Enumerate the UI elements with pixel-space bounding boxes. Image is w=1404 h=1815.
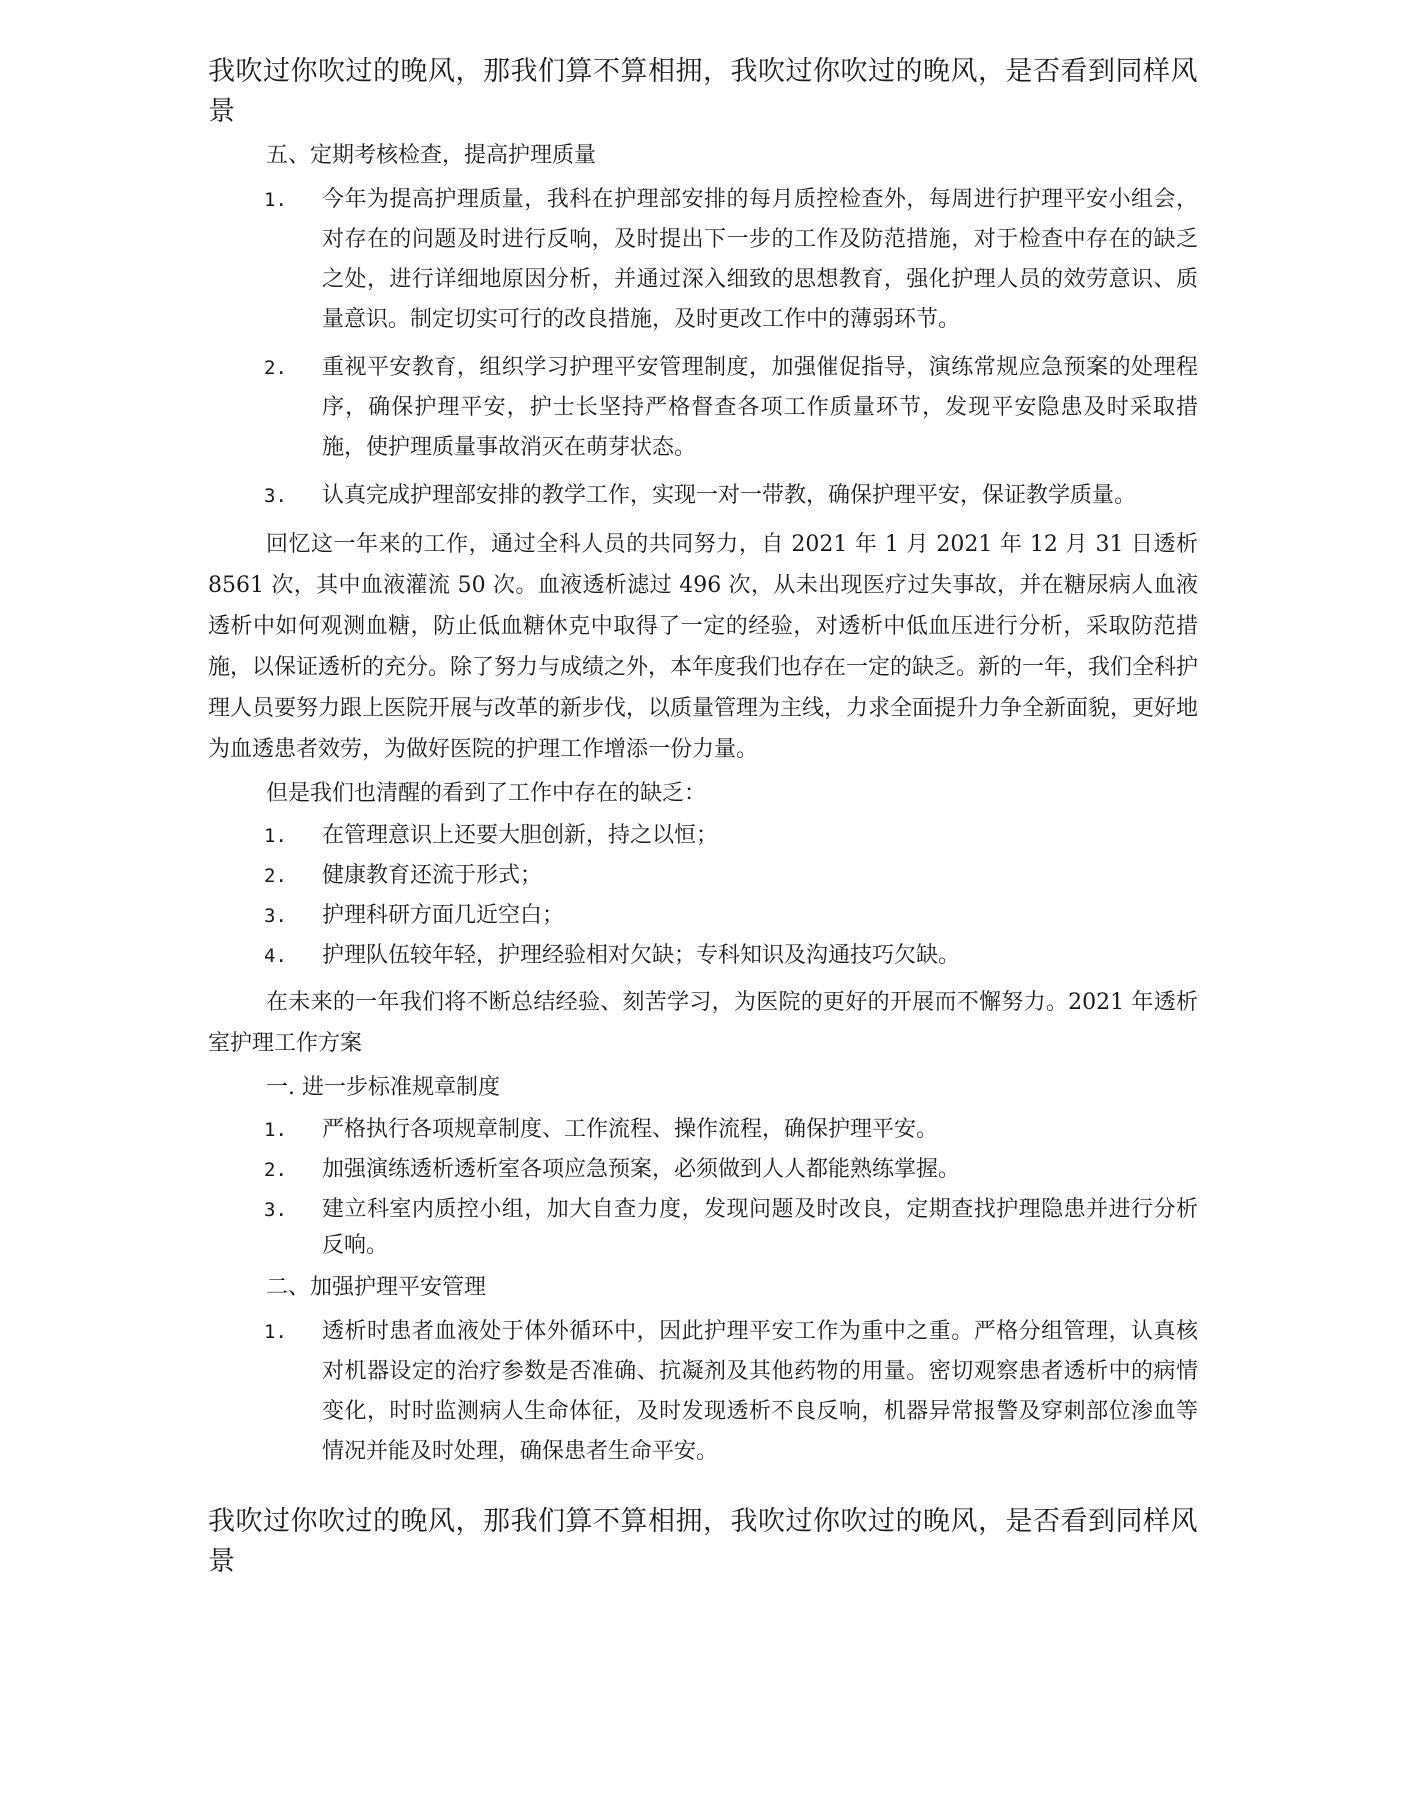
section-one-list bbox=[208, 1112, 1198, 1264]
section-five-list bbox=[208, 180, 1198, 516]
list-item bbox=[208, 180, 1198, 340]
shortcomings-list bbox=[208, 818, 1198, 974]
list-text: 加强演练透析透析室各项应急预案，必须做到人人都能熟练掌握。 bbox=[322, 1157, 961, 1182]
list-number: 3. bbox=[264, 905, 287, 927]
section-two-heading: 二、加强护理平安管理 bbox=[266, 1275, 487, 1300]
footer-banner: 我吹过你吹过的晚风，那我们算不算相拥，我吹过你吹过的晚风，是否看到同样风景 bbox=[208, 1506, 1198, 1577]
list-number: 1. bbox=[264, 1119, 287, 1141]
list-item bbox=[208, 476, 1198, 516]
list-number: 1. bbox=[264, 825, 287, 847]
list-text: 今年为提高护理质量，我科在护理部安排的每月质控检查外，每周进行护理平安小组会，对存在的问题及时进行反响，及时提出下一步的工作及防范措施，对于检查中存在的缺乏之处，进行详细地原因分析，并通过深入细致的思想教育，强化护理人员的效劳意识、质量意识。制定切实可行的改良措施，及时更改工作中的薄弱环节。 bbox=[322, 187, 1198, 332]
list-text: 在管理意识上还要大胆创新，持之以恒； bbox=[322, 823, 719, 848]
list-item bbox=[208, 1112, 1198, 1148]
list-text: 建立科室内质控小组，加大自查力度，发现问题及时改良，定期查找护理隐患并进行分析反响。 bbox=[322, 1197, 1198, 1258]
list-item bbox=[208, 1152, 1198, 1188]
list-number: 1. bbox=[264, 1321, 287, 1343]
section-one-heading: 一. 进一步标准规章制度 bbox=[266, 1075, 500, 1100]
list-number: 2. bbox=[264, 357, 287, 379]
section-two-list bbox=[208, 1312, 1198, 1472]
header-banner: 我吹过你吹过的晚风，那我们算不算相拥，我吹过你吹过的晚风，是否看到同样风景 bbox=[208, 56, 1198, 127]
list-item bbox=[208, 348, 1198, 468]
future-paragraph: 在未来的一年我们将不断总结经验、刻苦学习，为医院的更好的开展而不懈努力。2021 年透析室护理工作方案 bbox=[208, 990, 1198, 1056]
section-five-heading: 五、定期考核检查，提高护理质量 bbox=[266, 143, 597, 168]
list-text: 护理队伍较年轻，护理经验相对欠缺；专科知识及沟通技巧欠缺。 bbox=[322, 943, 961, 968]
list-item bbox=[208, 1192, 1198, 1264]
list-item bbox=[208, 818, 1198, 854]
list-text: 严格执行各项规章制度、工作流程、操作流程，确保护理平安。 bbox=[322, 1117, 939, 1142]
list-item bbox=[208, 1312, 1198, 1472]
list-text: 认真完成护理部安排的教学工作，实现一对一带教，确保护理平安，保证教学质量。 bbox=[322, 483, 1137, 508]
list-number: 2. bbox=[264, 865, 287, 887]
list-number: 2. bbox=[264, 1159, 287, 1181]
document-body bbox=[208, 52, 1198, 1582]
list-number: 3. bbox=[264, 1199, 287, 1221]
review-paragraph: 回忆这一年来的工作，通过全科人员的共同努力，自 2021 年 1 月 2021 年 12 月 31 日透析 8561 次，其中血液灌流 50 次。血液透析滤过 496 次，从未出现医疗过失事故，并在糖尿病人血液透析中如何观测血糖，防止低血糖休克中取得了一定的经验，对透析中低血压进行分析，采取防范措施，以保证透析的充分。除了努力与成绩之外，本年度我们也存在一定的缺乏。新的一年，我们全科护理人员要努力跟上医院开展与改革的新步伐，以质量管理为主线，力求全面提升力争全新面貌，更好地为血透患者效劳，为做好医院的护理工作增添一份力量。 bbox=[208, 532, 1199, 762]
list-item bbox=[208, 858, 1198, 894]
list-text: 重视平安教育，组织学习护理平安管理制度，加强催促指导，演练常规应急预案的处理程序，确保护理平安，护士长坚持严格督查各项工作质量环节，发现平安隐患及时采取措施，使护理质量事故消灭在萌芽状态。 bbox=[322, 355, 1198, 460]
list-number: 1. bbox=[264, 189, 287, 211]
list-number: 3. bbox=[264, 485, 287, 507]
list-text: 护理科研方面几近空白； bbox=[322, 903, 565, 928]
section-gap bbox=[208, 1480, 1198, 1502]
list-text: 透析时患者血液处于体外循环中，因此护理平安工作为重中之重。严格分组管理，认真核对机器设定的治疗参数是否准确、抗凝剂及其他药物的用量。密切观察患者透析中的病情变化，时时监测病人生命体征，及时发现透析不良反响，机器异常报警及穿刺部位渗血等情况并能及时处理，确保患者生命平安。 bbox=[322, 1319, 1198, 1464]
list-number: 4. bbox=[264, 945, 287, 967]
list-text: 健康教育还流于形式； bbox=[322, 863, 543, 888]
list-item bbox=[208, 938, 1198, 974]
list-item bbox=[208, 898, 1198, 934]
shortcomings-intro: 但是我们也清醒的看到了工作中存在的缺乏： bbox=[266, 781, 707, 806]
